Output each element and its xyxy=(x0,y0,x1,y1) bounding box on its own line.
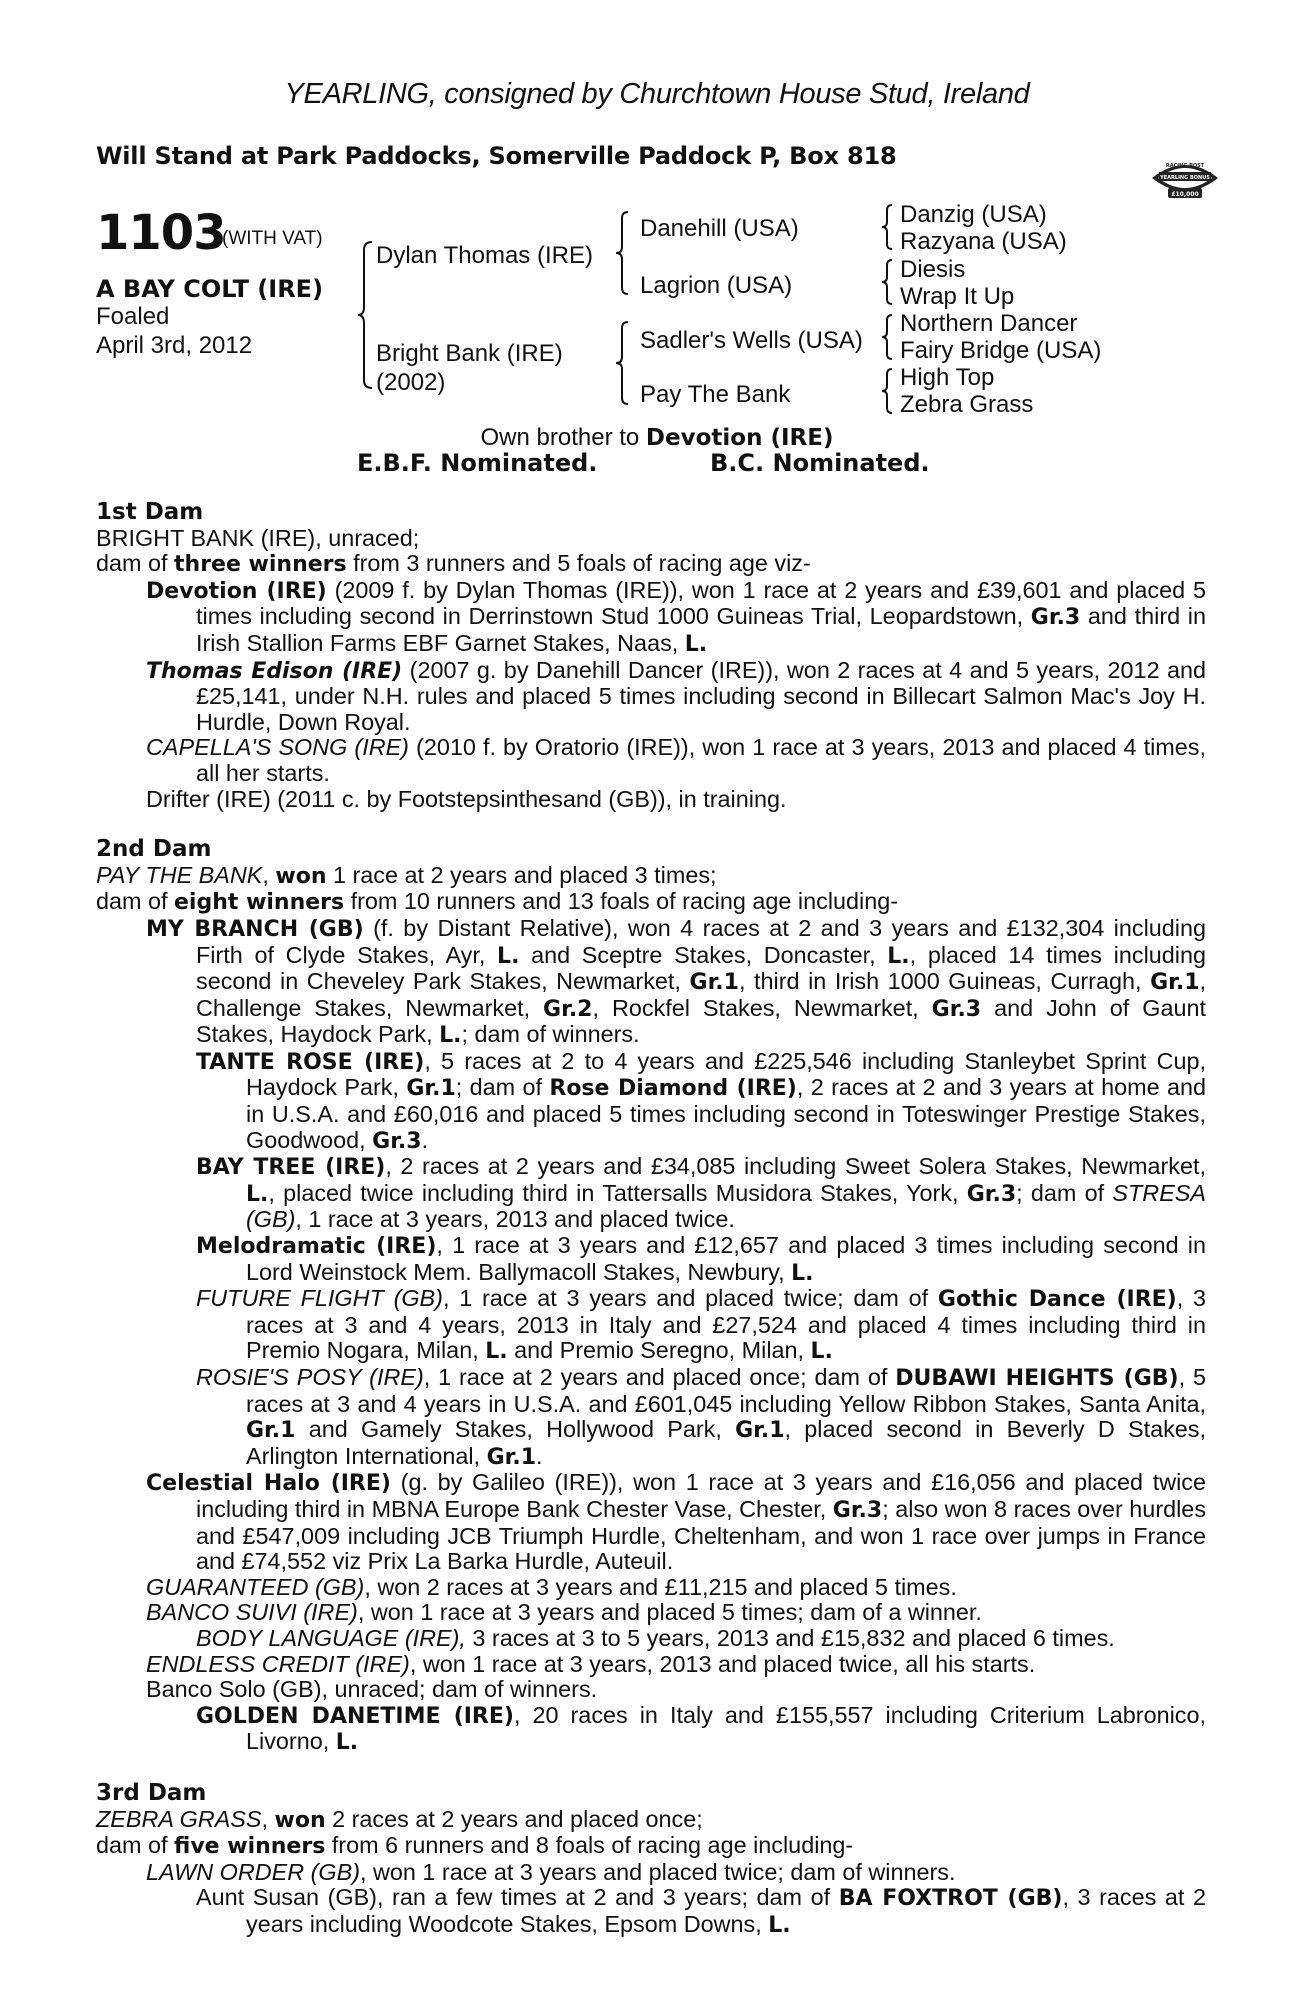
grade: L. xyxy=(791,1260,814,1286)
text: . xyxy=(421,1126,429,1153)
pedigree-brace-ds xyxy=(882,313,894,361)
text: , placed twice including third in Tattersalls Musidora Stakes, York, xyxy=(268,1179,967,1206)
horse-name: GUARANTEED (GB) xyxy=(146,1573,365,1600)
progeny-devotion xyxy=(96,578,1206,658)
grade: L. xyxy=(684,631,708,657)
text: , third in Irish 1000 Guineas, Curragh, xyxy=(738,968,1151,995)
grade: Gr.3 xyxy=(931,996,982,1022)
progeny-aunt-susan xyxy=(96,1885,1206,1938)
progeny-tante-rose xyxy=(96,1049,1206,1154)
text: , Challenge Stakes, Newmarket, xyxy=(196,968,1207,1021)
text: Aunt Susan (GB), ran a few times at 2 and 3 years; dam of xyxy=(196,1884,839,1911)
pedigree-dam xyxy=(376,339,563,397)
pedigree-sire-sire: Danehill (USA) xyxy=(640,215,799,242)
second-dam-line1 xyxy=(96,863,1206,890)
text: , 3 races at 3 and 4 years, 2013 in Italy and £27,524 and placed 4 times including third in Premio Nogara, Milan, xyxy=(246,1285,1206,1364)
grade: L. xyxy=(439,1023,462,1049)
third-dam-line2 xyxy=(96,1833,1206,1860)
own-brother-name: Devotion (IRE) xyxy=(645,425,834,451)
horse-name: LAWN ORDER (GB) xyxy=(146,1858,360,1885)
grade: Gr.1 xyxy=(486,1444,536,1470)
horse-name: STRESA (GB) xyxy=(246,1179,1206,1233)
pedigree-dss: Northern Dancer xyxy=(900,310,1078,337)
won-label: won xyxy=(274,1807,326,1833)
grade: L. xyxy=(887,943,910,969)
first-dam-heading: 1st Dam xyxy=(96,499,204,525)
pedigree-sss: Danzig (USA) xyxy=(900,201,1047,228)
text: , placed 14 times including second in Cheveley Park Stakes, Newmarket, xyxy=(196,941,1207,995)
grade: Gr.1 xyxy=(1150,970,1200,996)
pedigree-dam-dam: Pay The Bank xyxy=(640,381,791,408)
grade: Gr.2 xyxy=(543,996,593,1022)
text: , 3 races at 2 years including Woodcote Stakes, Epsom Downs, xyxy=(246,1884,1206,1937)
pedigree-brace-ss xyxy=(882,203,894,251)
text: (f. by Distant Relative), won 4 races at 2 and 3 years and £132,304 including Firth of Clyde Stakes, Ayr, xyxy=(196,914,1206,968)
text: , 1 race at 2 years and placed once; dam of xyxy=(423,1364,896,1390)
horse-name: BA FOXTROT (GB) xyxy=(838,1886,1063,1912)
text: , 1 race at 3 years and placed twice; dam of xyxy=(442,1285,938,1312)
page-title: YEARLING, consigned by Churchtown House Stud, Ireland xyxy=(284,78,1030,110)
horse-name: Gothic Dance (IRE) xyxy=(937,1287,1177,1313)
stand-location: Will Stand at Park Paddocks, Somerville Paddock P, Box 818 xyxy=(96,142,897,170)
progeny-thomas-edison xyxy=(96,658,1206,736)
second-dam-heading: 2nd Dam xyxy=(96,836,212,863)
progeny-banco-solo: Banco Solo (GB), unraced; dam of winners. xyxy=(146,1676,598,1703)
grade: Gr.3 xyxy=(1030,605,1081,631)
pedigree-dam-year: (2002) xyxy=(376,369,446,396)
text: and Gamely Stakes, Hollywood Park, xyxy=(295,1416,736,1443)
text: (g. by Galileo (IRE)), won 1 race at 3 years and £16,056 and placed twice including third in MBNA Europe Bank Chester Vase, Chester, xyxy=(196,1469,1207,1522)
pedigree-sds: Diesis xyxy=(900,256,966,283)
pedigree-dsd: Fairy Bridge (USA) xyxy=(900,337,1102,364)
foaled-date: April 3rd, 2012 xyxy=(96,332,253,359)
text: and third in Irish Stallion Farms EBF Garnet Stakes, Naas, xyxy=(196,603,1206,656)
horse-name: BODY LANGUAGE (IRE), xyxy=(196,1624,466,1651)
text: from 6 runners and 8 foals of racing age including- xyxy=(325,1832,854,1859)
pedigree-brace-main xyxy=(358,240,374,390)
won-label: won xyxy=(275,863,327,889)
horse-name: TANTE ROSE (IRE) xyxy=(196,1049,425,1075)
progeny-endless-credit xyxy=(96,1652,1206,1678)
dam-name: PAY THE BANK xyxy=(96,861,263,888)
text: , won 1 race at 3 years and placed twice; dam of winners. xyxy=(360,1858,956,1885)
foaled-label: Foaled xyxy=(96,303,170,330)
horse-name: Melodramatic (IRE) xyxy=(196,1234,437,1260)
third-dam-line1 xyxy=(96,1807,1206,1834)
horse-name: Celestial Halo (IRE) xyxy=(146,1471,391,1497)
text: from 10 runners and 13 foals of racing age including- xyxy=(344,888,899,915)
horse-name: DUBAWI HEIGHTS (GB) xyxy=(895,1366,1179,1391)
own-brother-prefix: Own brother to xyxy=(480,424,646,451)
text: , 2 races at 2 and 3 years at home and in U.S.A. and £60,016 and placed 5 times including second in Toteswinger Prestige Stakes, Goodwood, xyxy=(246,1074,1206,1153)
progeny-my-branch xyxy=(96,916,1206,1049)
text: , 2 races at 2 years and £34,085 including Sweet Solera Stakes, Newmarket, xyxy=(385,1153,1206,1180)
pedigree-brace-dam xyxy=(616,320,630,406)
horse-name: A BAY COLT (IRE) xyxy=(96,275,324,303)
pedigree-dam-sire: Sadler's Wells (USA) xyxy=(640,327,863,354)
grade: L. xyxy=(335,1730,359,1756)
text: from 3 runners and 5 foals of racing age viz- xyxy=(346,550,811,577)
text: , Rockfel Stakes, Newmarket, xyxy=(592,994,932,1021)
text: (2009 f. by Dylan Thomas (IRE)), won 1 race at 2 years and £39,601 and placed 5 times including second in Derrinstown Stud 1000 Guineas Trial, Leopardstown, xyxy=(196,576,1206,630)
text: , won 1 race at 3 years, 2013 and placed twice, all his starts. xyxy=(409,1650,1036,1677)
winners-count: three winners xyxy=(174,552,347,578)
horse-name: FUTURE FLIGHT (GB) xyxy=(196,1285,443,1312)
badge-top-text: RACING POST xyxy=(1165,163,1205,169)
progeny-guaranteed xyxy=(96,1575,1206,1601)
bc-nominated: B.C. Nominated. xyxy=(710,449,930,477)
text: , 1 race at 3 years and £12,657 and placed 3 times including second in Lord Weinstock Mem. Ballymacoll Stakes, Newbury, xyxy=(246,1232,1207,1285)
winners-count: five winners xyxy=(174,1834,326,1860)
horse-name: MY BRANCH (GB) xyxy=(146,916,364,942)
horse-name: BANCO SUIVI (IRE) xyxy=(146,1599,358,1626)
grade: L. xyxy=(497,943,520,969)
text: and Premio Seregno, Milan, xyxy=(507,1337,811,1364)
text: , 20 races in Italy and £155,557 including Criterium Labronico, Livorno, xyxy=(246,1701,1206,1755)
horse-name: ROSIE'S POSY (IRE) xyxy=(196,1364,424,1390)
text: , 5 races at 3 and 4 years in U.S.A. and £601,045 including Yellow Ribbon Stakes, Santa Anita, xyxy=(246,1364,1206,1417)
vat-label: (WITH VAT) xyxy=(222,228,323,249)
text: dam of xyxy=(96,550,175,577)
grade: Gr.1 xyxy=(406,1076,456,1102)
progeny-body-language xyxy=(96,1626,1206,1652)
winners-count: eight winners xyxy=(174,890,345,916)
text: . xyxy=(536,1442,543,1469)
progeny-lawn-order xyxy=(96,1860,1206,1886)
yearling-bonus-badge xyxy=(1146,148,1224,202)
pedigree-sire: Dylan Thomas (IRE) xyxy=(376,242,593,269)
text: 1 race at 2 years and placed 3 times; xyxy=(326,861,717,888)
text: (2010 f. by Oratorio (IRE)), won 1 race at 3 years, 2013 and placed 4 times, all her starts. xyxy=(196,734,1206,786)
pedigree-ddd: Zebra Grass xyxy=(900,391,1034,418)
text: and John of Gaunt Stakes, Haydock Park, xyxy=(196,994,1206,1048)
pedigree-brace-dd xyxy=(882,367,894,415)
progeny-celestial-halo xyxy=(96,1470,1206,1574)
text: , xyxy=(262,861,276,888)
text: , won 2 races at 3 years and £11,215 and placed 5 times. xyxy=(364,1573,957,1600)
ebf-nominated: E.B.F. Nominated. xyxy=(357,449,598,477)
text: (2007 g. by Danehill Dancer (IRE)), won 2 races at 4 and 5 years, 2012 and £25,141, under N.H. rules and placed 5 times including second in Billecart Salmon Mac's Joy H. Hurdle, Down Royal. xyxy=(196,656,1207,735)
third-dam-heading: 3rd Dam xyxy=(96,1779,207,1806)
grade: Gr.1 xyxy=(246,1418,296,1444)
pedigree-brace-sd xyxy=(882,258,894,306)
text: , xyxy=(261,1805,275,1832)
text: 3 races at 3 to 5 years, 2013 and £15,832 and placed 6 times. xyxy=(465,1624,1115,1651)
text: dam of xyxy=(96,888,175,915)
grade: Gr.3 xyxy=(966,1181,1017,1207)
grade: L. xyxy=(246,1181,269,1207)
progeny-banco-suivi xyxy=(96,1600,1206,1626)
text: ; dam of xyxy=(1016,1179,1113,1206)
grade: L. xyxy=(810,1339,833,1365)
badge-mid-text: YEARLING BONUS xyxy=(1160,175,1210,181)
horse-name: GOLDEN DANETIME (IRE) xyxy=(196,1703,514,1729)
progeny-bay-tree xyxy=(96,1154,1206,1233)
first-dam-line1: BRIGHT BANK (IRE), unraced; xyxy=(96,524,420,551)
text: 2 races at 2 years and placed once; xyxy=(325,1805,703,1832)
pedigree-dam-name: Bright Bank (IRE) xyxy=(376,340,563,367)
grade: Gr.1 xyxy=(689,970,739,996)
grade: Gr.3 xyxy=(372,1128,422,1154)
text: , placed second in Beverly D Stakes, Arlington International, xyxy=(246,1416,1206,1469)
pedigree-brace-sire xyxy=(616,210,630,296)
text: ; also won 8 races over hurdles and £547,009 including JCB Triumph Hurdle, Cheltenham, and won 1 race over jumps in France and £74,552 viz Prix La Barka Hurdle, Auteuil. xyxy=(196,1495,1207,1575)
own-brother-note xyxy=(0,424,1314,452)
text: , 5 races at 2 to 4 years and £225,546 including Stanleybet Sprint Cup, Haydock Park, xyxy=(246,1047,1206,1101)
horse-name: BAY TREE (IRE) xyxy=(196,1155,386,1181)
text: ; dam of winners. xyxy=(461,1021,640,1048)
second-dam-line2 xyxy=(96,889,1206,916)
pedigree-ssd: Razyana (USA) xyxy=(900,228,1067,255)
text: , 1 race at 3 years, 2013 and placed twice. xyxy=(295,1206,735,1233)
text: dam of xyxy=(96,1832,175,1859)
text: ; dam of xyxy=(455,1074,550,1101)
progeny-golden-danetime xyxy=(96,1703,1206,1756)
pedigree-sire-dam: Lagrion (USA) xyxy=(640,272,793,299)
dam-name: ZEBRA GRASS xyxy=(96,1805,262,1832)
progeny-melodramatic xyxy=(96,1233,1206,1286)
progeny-capellas-song xyxy=(96,735,1206,786)
catalogue-body xyxy=(96,500,1206,1938)
horse-name: CAPELLA'S SONG (IRE) xyxy=(146,734,409,761)
first-dam-line2 xyxy=(96,551,1206,578)
horse-name: Rose Diamond (IRE) xyxy=(549,1076,797,1102)
foaled-info xyxy=(96,302,252,360)
text: , won 1 race at 3 years and placed 5 times; dam of a winner. xyxy=(357,1599,982,1626)
progeny-drifter: Drifter (IRE) (2011 c. by Footstepsinthesand (GB)), in training. xyxy=(146,785,787,812)
lot-number: 1103 xyxy=(96,205,226,261)
pedigree-sdd: Wrap It Up xyxy=(900,283,1015,310)
text: and Sceptre Stakes, Doncaster, xyxy=(519,941,888,968)
progeny-future-flight xyxy=(96,1286,1206,1365)
horse-name: Devotion (IRE) xyxy=(146,578,327,604)
progeny-rosies-posy xyxy=(96,1365,1206,1470)
badge-amount-text: £10,000 xyxy=(1171,191,1199,198)
pedigree-dds: High Top xyxy=(900,364,995,391)
horse-name: ENDLESS CREDIT (IRE) xyxy=(146,1650,410,1677)
grade: L. xyxy=(768,1912,791,1938)
horse-name: Thomas Edison (IRE) xyxy=(146,658,403,684)
grade: L. xyxy=(485,1339,508,1365)
grade: Gr.3 xyxy=(832,1497,883,1523)
grade: Gr.1 xyxy=(735,1418,785,1444)
